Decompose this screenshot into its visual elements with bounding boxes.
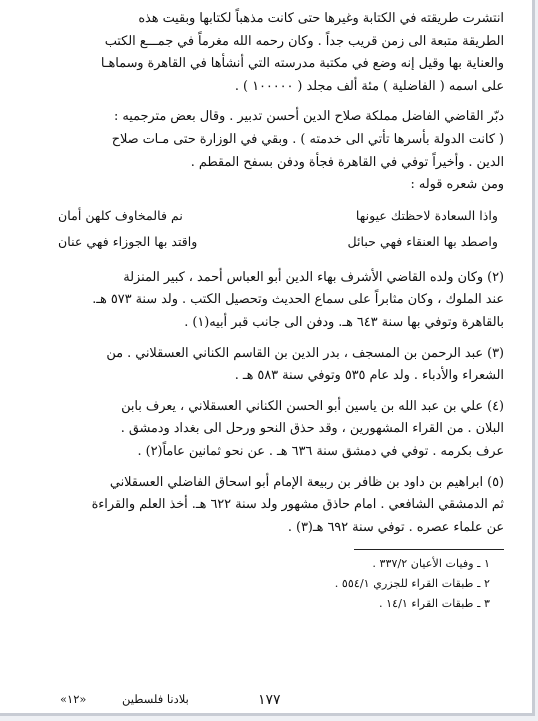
verse-line [58, 229, 504, 255]
text-line: بالقاهرة وتوفي بها سنة ٦٤٣ هـ. ودفن الى جانب قبر أبيه(١) . [184, 314, 504, 330]
text-line: (٥) ابراهيم بن داود بن ظافر بن ربيعة الإمام أبو اسحاق الفاضلي العسقلاني [109, 474, 504, 490]
text-line: انتشرت طريقته في الكتابة وغيرها حتى كانت مذهباً لكتابها وبقيت هذه [138, 11, 504, 26]
text-line: عند الملوك ، وكان مثابراً على سماع الحديث وتحصيل الكتب . ولد سنة ٥٧٣ هـ. [92, 292, 504, 308]
footnote: ١ ـ وفيات الأعيان ٣٣٧/٢ . [372, 557, 490, 571]
verse-line [58, 203, 504, 229]
entry-4 [58, 396, 504, 464]
page-number: ١٧٧ [258, 692, 281, 708]
verse-second-hemistich: واقتد بها الجوزاء فهي عنان [58, 233, 198, 249]
footnote: ٢ ـ طبقات القراء للجزري ٥٥٤/١ . [334, 577, 490, 591]
verse-second-hemistich: نم فالمخاوف كلهن أمان [58, 207, 183, 223]
text-line: على اسمه ( الفاضلية ) مئة ألف مجلد ( ١٠٠٠٠٠ ) . [234, 78, 504, 94]
text-line: دبّر القاضي الفاضل مملكة صلاح الدين أحسن تدبير . وقال بعض مترجميه : [113, 109, 504, 125]
text-line: (٣) عبد الرحمن بن المسجف ، بدر الدين بن القاسم الكناني العسقلاني . من [106, 345, 504, 361]
text-line: البلان . من القراء المشهورين ، وقد حذق النحو ورحل الى بغداد ودمشق . [120, 421, 504, 437]
text-line: الشعراء والأدباء . ولد عام ٥٣٥ وتوفي سنة ٥٨٣ هـ . [234, 368, 504, 384]
verse-first-hemistich: واصطد بها العنقاء فهي حبائل [347, 233, 498, 249]
intro-paragraph [58, 8, 504, 98]
text-line: الطريقة متبعة الى زمن قريب جداً . وكان رحمه الله مغرماً في جمـــع الكتب [104, 33, 504, 49]
entry-5 [58, 472, 504, 540]
document-page [58, 8, 504, 614]
text-line: عرف بكرمه . توفي في دمشق سنة ٦٣٦ هـ . عن نحو ثمانين عاماً(٢) . [137, 443, 504, 459]
footnote: ٣ ـ طبقات القراء ١٤/١ . [378, 597, 490, 611]
text-line: ومن شعره قوله : [410, 177, 504, 193]
text-line: عن علماء عصره . توفي سنة ٦٩٢ هـ(٣) . [287, 519, 504, 535]
footnote-separator [354, 549, 504, 550]
text-line: (٤) علي بن عبد الله بن ياسين أبو الحسن الكناني العسقلاني ، يعرف بابن [121, 398, 504, 414]
bio-paragraph [58, 106, 504, 196]
entry-2 [58, 267, 504, 335]
text-line: ( كانت الدولة بأسرها تأتي الى خدمته ) . وبقي في الوزارة حتى مـات صلاح [111, 131, 504, 147]
text-line: الدين . وأخيراً توفي في القاهرة فجأة ودفن بسفح المقطم . [190, 154, 504, 170]
text-line: (٢) وكان ولده القاضي الأشرف بهاء الدين أبو العباس أحمد ، كبير المنزلة [123, 269, 504, 285]
text-line: والعناية بها وقيل إنه وضع في مكتبة مدرسته التي أنشأها في القاهرة وسماهـا [100, 56, 504, 72]
poem-verses [58, 203, 504, 255]
text-line: ثم الدمشقي الشافعي . امام حاذق مشهور ولد سنة ٦٢٢ هـ. أخذ العلم والقراءة [91, 497, 504, 513]
book-title: بلادنا فلسطين [122, 692, 189, 706]
entry-3 [58, 343, 504, 388]
verse-first-hemistich: واذا السعادة لاحظتك عيونها [355, 207, 498, 223]
part-number: «١٢» [60, 692, 87, 706]
footnotes [58, 554, 504, 614]
